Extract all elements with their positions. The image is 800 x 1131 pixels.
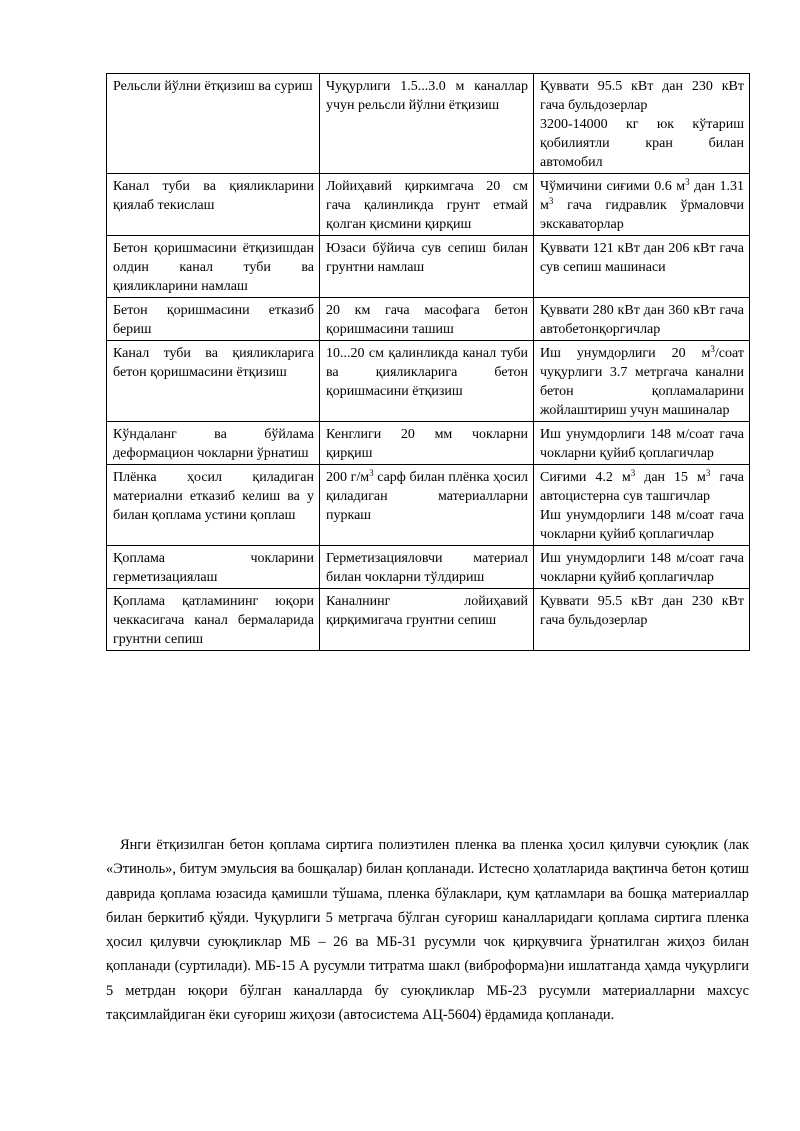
- superscript: 3: [710, 344, 715, 354]
- superscript: 3: [630, 468, 636, 478]
- spec-cell: Каналнинг лойиҳавий қирқимигача грунтни сепиш: [320, 589, 534, 651]
- machine-cell: Қуввати 95.5 кВт дан 230 кВт гача бульдозерлар: [534, 589, 750, 651]
- table-row: [107, 341, 750, 422]
- work-cell: Канал туби ва қияликларига бетон қоришмасини ётқизиш: [107, 341, 320, 422]
- spec-cell: Кенглиги 20 мм чокларни қирқиш: [320, 422, 534, 465]
- spec-cell: Юзаси бўйича сув сепиш билан грунтни намлаш: [320, 236, 534, 298]
- table-row: [107, 298, 750, 341]
- superscript: 3: [548, 196, 554, 206]
- work-cell: Плёнка ҳосил қиладиган материални етказиб келиш ва у билан қоплама устини қоплаш: [107, 465, 320, 546]
- spec-cell: 20 км гача масофага бетон қоришмасини ташиш: [320, 298, 534, 341]
- machine-text: Иш унумдорлиги 20 м: [540, 346, 711, 361]
- table-row: [107, 589, 750, 651]
- superscript: 3: [685, 177, 690, 187]
- machine-text: дан 1.31 м: [540, 179, 744, 213]
- work-cell: Бетон қоришмасини ётқизишдан олдин канал туби ва қияликларини намлаш: [107, 236, 320, 298]
- table-row: [107, 422, 750, 465]
- work-cell: Қоплама қатламининг юқори чеккасигача канал бермаларида грунтни сепиш: [107, 589, 320, 651]
- machine-text: дан 15 м: [635, 470, 706, 485]
- spec-cell: Чуқурлиги 1.5...3.0 м каналлар учун рельсли йўлни ётқизиш: [320, 74, 534, 174]
- machine-line: 3200-14000 кг юк кўтариш қобилиятли кран билан автомобил: [540, 117, 744, 170]
- machine-text: Сиғими 4.2 м: [540, 470, 631, 485]
- machine-line: [540, 468, 744, 506]
- machine-text: /соат чуқурлиги 3.7 метргача канални бетон қопламаларини жойлаштириш учун машиналар: [540, 346, 744, 418]
- machine-cell: [534, 341, 750, 422]
- machine-cell: [534, 74, 750, 174]
- work-cell: Канал туби ва қияликларини қиялаб текислаш: [107, 174, 320, 236]
- machine-text: гача гидравлик ўрмаловчи экскаваторлар: [540, 198, 744, 232]
- spec-cell: 10...20 см қалинликда канал туби ва қияликларига бетон қоришмасини ётқизиш: [320, 341, 534, 422]
- machine-line: Иш унумдорлиги 148 м/соат гача чокларни қуйиб қоплагичлар: [540, 508, 744, 542]
- superscript: 3: [369, 468, 374, 478]
- machine-cell: Иш унумдорлиги 148 м/соат гача чокларни қуйиб қоплагичлар: [534, 546, 750, 589]
- works-machinery-table: [106, 73, 750, 651]
- table-row: [107, 236, 750, 298]
- spec-text: сарф билан плёнка ҳосил қиладиган материалларни пуркаш: [326, 470, 528, 523]
- spec-cell: Герметизацияловчи материал билан чокларни тўлдириш: [320, 546, 534, 589]
- table-row: [107, 546, 750, 589]
- superscript: 3: [705, 468, 711, 478]
- work-cell: Бетон қоришмасини етказиб бериш: [107, 298, 320, 341]
- machine-cell: Қуввати 121 кВт дан 206 кВт гача сув сепиш машинаси: [534, 236, 750, 298]
- machine-cell: [534, 174, 750, 236]
- work-cell: Кўндаланг ва бўйлама деформацион чокларни ўрнатиш: [107, 422, 320, 465]
- spec-text: 200 г/м: [326, 470, 370, 485]
- machine-line: Қуввати 95.5 кВт дан 230 кВт гача бульдозерлар: [540, 79, 744, 113]
- spec-cell: [320, 465, 534, 546]
- table-row: [107, 174, 750, 236]
- table-row: [107, 74, 750, 174]
- machine-cell: [534, 465, 750, 546]
- table-row: [107, 465, 750, 546]
- machine-cell: Қуввати 280 кВт дан 360 кВт гача автобетонқоргичлар: [534, 298, 750, 341]
- work-cell: Рельсли йўлни ётқизиш ва суриш: [107, 74, 320, 174]
- body-paragraph: Янги ётқизилган бетон қоплама сиртига полиэтилен пленка ва пленка ҳосил қилувчи суюқлик (лак «Этиноль», битум эмульсия ва бошқалар) билан қопланади. Истесно ҳолатларида вақтинча бетон қотиш даврида қоплама юзасида қамишли тўшама, пленка бўлаклари, қум қатламлари ва бошқа материаллар билан беркитиб қўяди. Чуқурлиги 5 метргача бўлган суғориш каналларидаги қоплама сиртига пленка ҳосил қилувчи суюқликлар МБ – 26 ва МБ-31 русумли чок қирқувчига ўрнатилган жиҳоз билан қопланади (суртилади). МБ-15 А русумли титратма шакл (виброформа)ни ишлатганда ҳамда чуқурлиги 5 метрдан юқори бўлган каналларда бу суюқликлар МБ-23 русумли материалларни махсус тақсимлайдиган ёки суғориш жиҳози (автосистема АЦ-5604) ёрдамида қопланади.: [106, 837, 749, 1024]
- machine-text: гача автоцистерна сув ташгичлар: [540, 470, 744, 504]
- spec-cell: Лойиҳавий қиркимгача 20 см гача қалинликда грунт етмай қолган қисмини қирқиш: [320, 174, 534, 236]
- machine-text: Чўмичини сиғими 0.6 м: [540, 179, 686, 194]
- machine-cell: Иш унумдорлиги 148 м/соат гача чокларни қуйиб қоплагичлар: [534, 422, 750, 465]
- work-cell: Қоплама чокларини герметизациялаш: [107, 546, 320, 589]
